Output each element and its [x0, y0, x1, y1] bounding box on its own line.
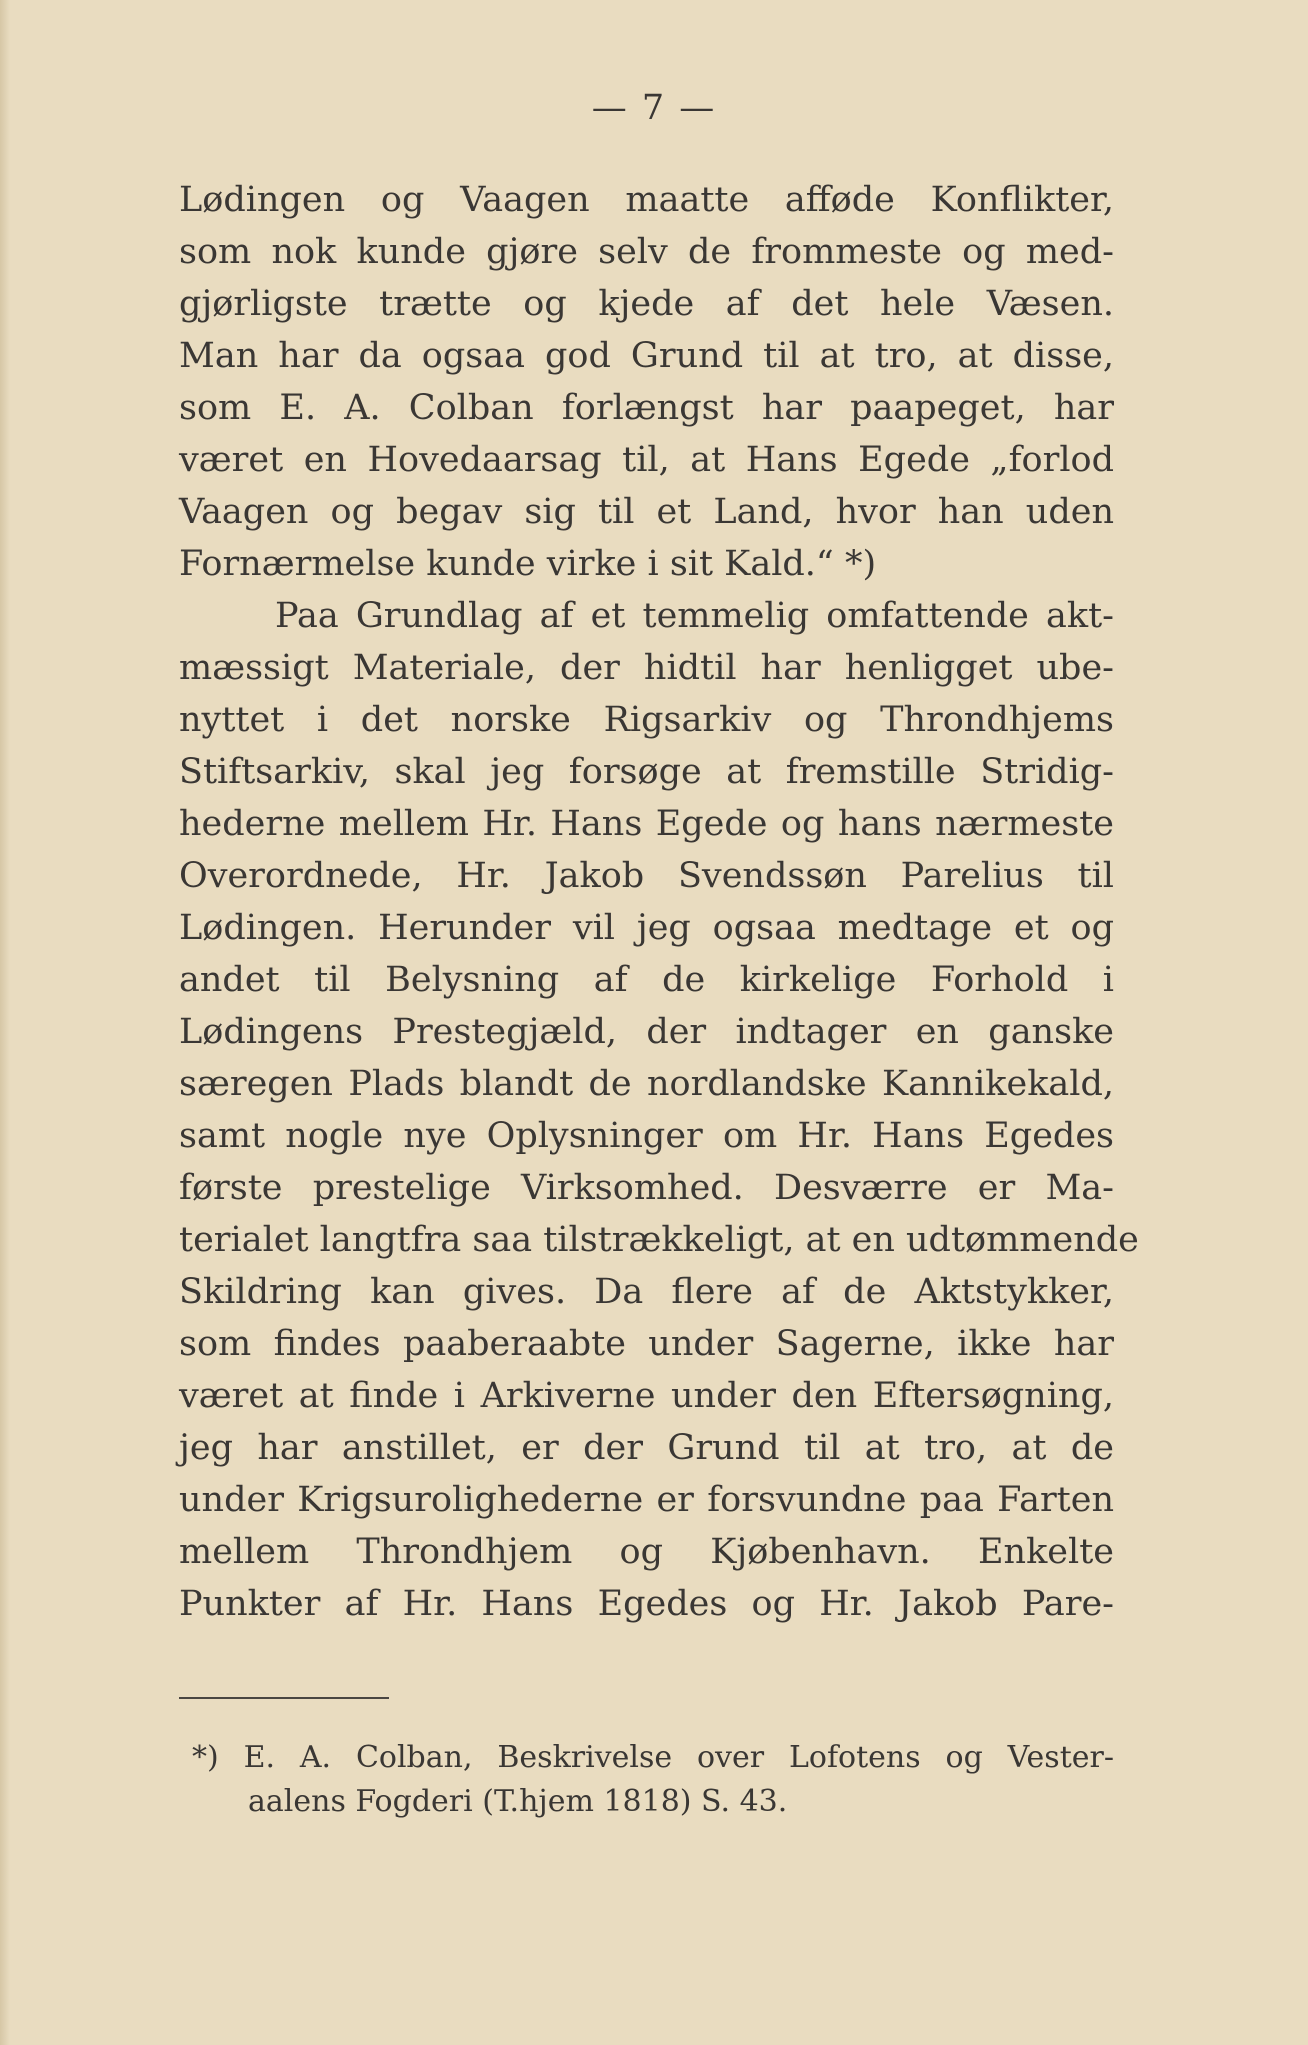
text-line: som E. A. Colban forlængst har paapeget, har	[179, 388, 1114, 428]
text-line: Overordnede, Hr. Jakob Svendssøn Parelius til	[179, 856, 1114, 896]
footnote	[192, 1736, 1114, 1824]
text-line: gjørligste trætte og kjede af det hele Væsen.	[179, 284, 1114, 324]
text-line: hederne mellem Hr. Hans Egede og hans nærmeste	[179, 804, 1114, 844]
text-line: Punkter af Hr. Hans Egedes og Hr. Jakob Pare-	[179, 1584, 1114, 1624]
footnote-line: aalens Fogderi (T.hjem 1818) S. 43.	[248, 1784, 788, 1819]
text-line: Lødingens Prestegjæld, der indtager en ganske	[179, 1012, 1114, 1052]
text-line: Fornærmelse kunde virke i sit Kald.“ *)	[179, 544, 877, 584]
text-line: Paa Grundlag af et temmelig omfattende akt-	[275, 596, 1114, 636]
text-line: mellem Throndhjem og Kjøbenhavn. Enkelte	[179, 1532, 1114, 1572]
text-line: Vaagen og begav sig til et Land, hvor han uden	[179, 492, 1114, 532]
footnote-line: *) E. A. Colban, Beskrivelse over Lofotens og Vester-	[192, 1740, 1114, 1775]
text-line: Lødingen. Herunder vil jeg ogsaa medtage et og	[179, 908, 1114, 948]
text-line: Skildring kan gives. Da flere af de Aktstykker,	[179, 1272, 1114, 1312]
text-line: som findes paaberaabte under Sagerne, ikke har	[179, 1324, 1114, 1364]
text-line: været en Hovedaarsag til, at Hans Egede „forlod	[179, 440, 1114, 480]
text-line: som nok kunde gjøre selv de frommeste og med-	[179, 232, 1114, 272]
footnote-rule	[179, 1697, 389, 1699]
text-line: jeg har anstillet, er der Grund til at tro, at de	[179, 1428, 1114, 1468]
text-line: terialet langtfra saa tilstrækkeligt, at en udtømmende	[179, 1220, 1139, 1260]
text-line: første prestelige Virksomhed. Desværre er Ma-	[179, 1168, 1114, 1208]
body-text	[179, 174, 1139, 1630]
text-line: andet til Belysning af de kirkelige Forhold i	[179, 960, 1114, 1000]
text-line: særegen Plads blandt de nordlandske Kannikekald,	[179, 1064, 1114, 1104]
text-line: samt nogle nye Oplysninger om Hr. Hans Egedes	[179, 1116, 1114, 1156]
text-line: Man har da ogsaa god Grund til at tro, at disse,	[179, 336, 1114, 376]
page-edge	[0, 0, 10, 2045]
text-line: under Krigsurolighederne er forsvundne paa Farten	[179, 1480, 1114, 1520]
page-number: — 7 —	[591, 88, 717, 128]
text-line: nyttet i det norske Rigsarkiv og Throndhjems	[179, 700, 1114, 740]
text-line: Lødingen og Vaagen maatte afføde Konflikter,	[179, 180, 1114, 220]
text-line: mæssigt Materiale, der hidtil har henligget ube-	[179, 648, 1114, 688]
text-line: Stiftsarkiv, skal jeg forsøge at fremstille Stridig-	[179, 752, 1114, 792]
text-line: været at finde i Arkiverne under den Eftersøgning,	[179, 1376, 1114, 1416]
